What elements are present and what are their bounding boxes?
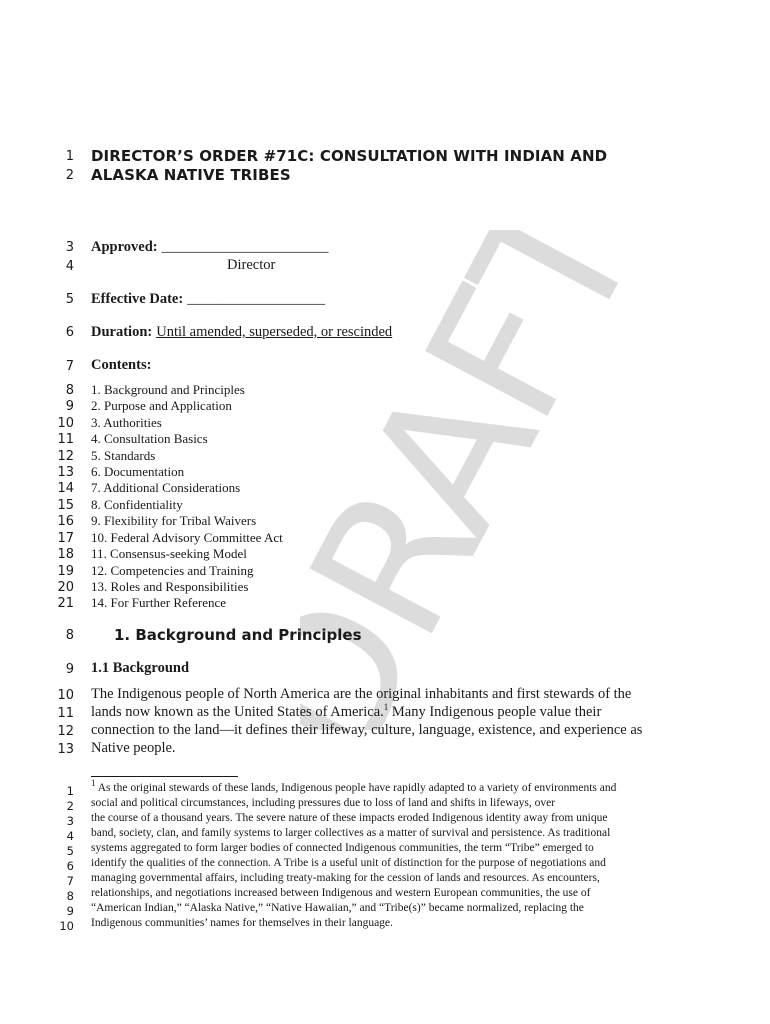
footnote-text: As the original stewards of these lands, Indigenous people have rapidly adapted to a variety of environments and	[97, 782, 617, 794]
line-number: 2	[66, 799, 74, 813]
section-heading: 1. Background and Principles	[114, 626, 362, 644]
contents-label: Contents:	[91, 357, 152, 373]
toc-item: 8. Confidentiality	[91, 497, 183, 512]
footnote-line: relationships, and negotiations increased between Indigenous and western European communities, the use of	[91, 887, 591, 899]
body-text: lands now known as the United States of America.	[91, 704, 384, 720]
body-text: Many Indigenous people value their	[388, 704, 602, 720]
line-number: 7	[65, 359, 74, 374]
footnote-line: band, society, clan, and family systems to larger collectives as a matter of survival and persistence. As traditional	[91, 827, 611, 839]
line-number: 1	[65, 149, 74, 164]
line-number: 10	[59, 919, 74, 933]
line-number: 16	[57, 514, 74, 529]
line-number: 12	[57, 724, 74, 739]
line-number: 8	[66, 889, 74, 903]
line-number: 10	[57, 688, 74, 703]
toc-item: 4. Consultation Basics	[91, 431, 208, 446]
approved-row	[91, 238, 328, 256]
toc-item: 9. Flexibility for Tribal Waivers	[91, 513, 257, 528]
line-number: 9	[65, 662, 74, 677]
effective-date-blank: ___________________	[187, 291, 325, 307]
line-number: 6	[65, 325, 74, 340]
body-line: connection to the land—it defines their lifeway, culture, language, existence, and experience as	[91, 722, 643, 738]
line-number: 11	[57, 432, 74, 447]
document-title-line2: ALASKA NATIVE TRIBES	[91, 166, 291, 184]
line-number: 15	[57, 498, 74, 513]
body-line	[91, 704, 601, 721]
line-number: 4	[66, 829, 74, 843]
line-number: 3	[65, 240, 74, 255]
line-number: 21	[57, 596, 74, 611]
line-number: 1	[66, 784, 74, 798]
line-number: 5	[65, 292, 74, 307]
line-number: 12	[57, 449, 74, 464]
body-line: The Indigenous people of North America are the original inhabitants and first stewards of the	[91, 686, 632, 702]
footnote-line: Indigenous communities’ names for themselves in their language.	[91, 917, 393, 929]
line-number: 6	[66, 859, 74, 873]
approved-signer: Director	[227, 257, 276, 273]
footnote-line	[91, 778, 617, 794]
footnote-line: social and political circumstances, including pressures due to loss of land and shifts in lifeways, over	[91, 797, 556, 809]
line-number: 17	[57, 531, 74, 546]
footnote-separator	[91, 776, 238, 777]
approved-label: Approved:	[91, 239, 158, 255]
footnote-line: “American Indian,” “Alaska Native,” “Native Hawaiian,” and “Tribe(s)” became normalized, replacing the	[91, 902, 584, 914]
line-number: 4	[65, 259, 74, 274]
line-number: 7	[66, 874, 74, 888]
line-number: 14	[57, 481, 74, 496]
toc-item: 2. Purpose and Application	[91, 398, 232, 413]
draft-watermark	[300, 230, 660, 730]
line-number: 2	[65, 168, 74, 183]
line-number: 3	[66, 814, 74, 828]
effective-date-row	[91, 290, 325, 308]
line-number: 9	[66, 904, 74, 918]
line-number: 18	[57, 547, 74, 562]
toc-item: 6. Documentation	[91, 464, 185, 479]
toc-item: 1. Background and Principles	[91, 382, 245, 397]
line-number: 10	[57, 416, 74, 431]
line-number: 5	[66, 844, 74, 858]
duration-label: Duration:	[91, 324, 153, 340]
footnote-line: managing governmental affairs, including treaty-making for the cession of lands and resources. As encounters,	[91, 872, 600, 884]
toc-item: 10. Federal Advisory Committee Act	[91, 530, 283, 545]
footnote-line: identify the qualities of the connection. A Tribe is a useful unit of distinction for the purpose of negotiations and	[91, 857, 606, 869]
toc-item: 12. Competencies and Training	[91, 563, 254, 578]
line-number: 20	[57, 580, 74, 595]
toc-item: 7. Additional Considerations	[91, 480, 241, 495]
body-line: Native people.	[91, 740, 176, 756]
subsection-heading: 1.1 Background	[91, 660, 190, 676]
approved-signature-blank: _______________________	[161, 239, 329, 255]
line-number: 8	[65, 628, 74, 643]
toc-item: 13. Roles and Responsibilities	[91, 579, 249, 594]
line-number: 9	[65, 399, 74, 414]
toc-item: 14. For Further Reference	[91, 595, 227, 610]
watermark-text: DRAFT	[300, 230, 660, 730]
line-number: 8	[65, 383, 74, 398]
toc-item: 11. Consensus-seeking Model	[91, 546, 247, 561]
duration-value: Until amended, superseded, or rescinded	[156, 324, 393, 340]
duration-row	[91, 323, 392, 341]
toc-item: 5. Standards	[91, 448, 156, 463]
line-number: 13	[57, 742, 74, 757]
document-title-line1: DIRECTOR’S ORDER #71C: CONSULTATION WITH INDIAN AND	[91, 147, 608, 165]
footnote-line: the course of a thousand years. The severe nature of these impacts eroded Indigenous identity away from unique	[91, 812, 608, 824]
line-number: 13	[57, 465, 74, 480]
footnote-line: systems aggregated to form larger bodies of connected Indigenous communities, the term “Tribe” emerged to	[91, 842, 594, 854]
line-number: 19	[57, 564, 74, 579]
toc-item: 3. Authorities	[91, 415, 162, 430]
line-number: 11	[57, 706, 74, 721]
footnote-marker: 1	[91, 778, 96, 789]
effective-date-label: Effective Date:	[91, 291, 184, 307]
footnote-reference[interactable]: 1	[383, 702, 389, 713]
